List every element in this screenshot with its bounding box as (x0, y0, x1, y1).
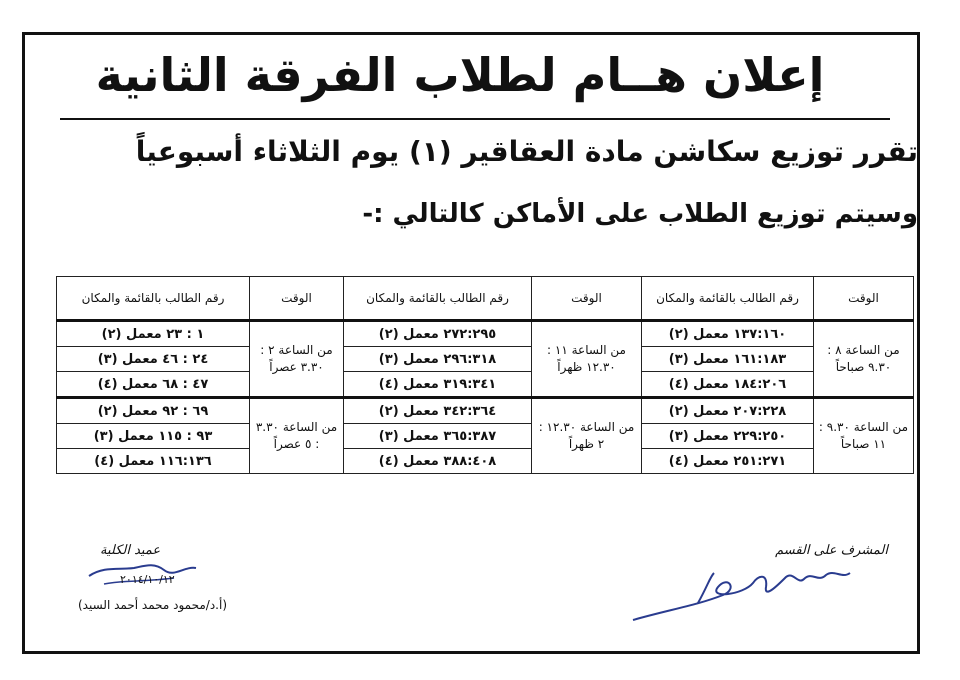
table-cell: ٣٦٥:٣٨٧ معمل (٣) (344, 424, 532, 449)
table-row (57, 449, 914, 474)
table-cell: ٤٧ : ٦٨ معمل (٤) (57, 372, 250, 398)
title-underline (60, 118, 890, 120)
header-students-3: رقم الطالب بالقائمة والمكان (57, 277, 250, 321)
header-time-3: الوقت (250, 277, 344, 321)
table-row (57, 347, 914, 372)
dean-name: (أ.د/محمود محمد أحمد السيد) (78, 598, 228, 612)
table-cell: ١٦١:١٨٣ معمل (٣) (642, 347, 814, 372)
schedule-table (56, 276, 914, 474)
table-cell: ٣٤٢:٣٦٤ معمل (٢) (344, 398, 532, 424)
header-students-1: رقم الطالب بالقائمة والمكان (642, 277, 814, 321)
time-cell: من الساعة ٣.٣٠ : ٥ عصراً (250, 398, 344, 474)
table-row (57, 372, 914, 398)
table-row (57, 398, 914, 424)
announcement-title: إعلان هــام لطلاب الفرقة الثانية (95, 48, 825, 102)
table-cell: ٣١٩:٣٤١ معمل (٤) (344, 372, 532, 398)
table-cell: ٢٩٦:٣١٨ معمل (٣) (344, 347, 532, 372)
table-cell: ٢٤ : ٤٦ معمل (٣) (57, 347, 250, 372)
table-cell: ٩٣ : ١١٥ معمل (٣) (57, 424, 250, 449)
table-cell: ٢٠٧:٢٢٨ معمل (٢) (642, 398, 814, 424)
time-cell: من الساعة ٩.٣٠ : ١١ صباحاً (814, 398, 914, 474)
table-header-row (57, 277, 914, 321)
table-cell: ٢٢٩:٢٥٠ معمل (٣) (642, 424, 814, 449)
table-row (57, 424, 914, 449)
table-cell: ١١٦:١٣٦ معمل (٤) (57, 449, 250, 474)
time-cell: من الساعة ٨ : ٩.٣٠ صباحاً (814, 321, 914, 398)
table-row (57, 321, 914, 347)
dean-title: عميد الكلية (100, 543, 161, 558)
table-cell: ١٣٧:١٦٠ معمل (٢) (642, 321, 814, 347)
header-students-2: رقم الطالب بالقائمة والمكان (344, 277, 532, 321)
header-time-1: الوقت (814, 277, 914, 321)
announcement-line-1: تقرر توزيع سكاشن مادة العقاقير (١) يوم الثلاثاء أسبوعياً (135, 135, 918, 168)
supervisor-title: المشرف على القسم (775, 543, 888, 558)
table-cell: ٣٨٨:٤٠٨ معمل (٤) (344, 449, 532, 474)
table-cell: ٦٩ : ٩٢ معمل (٢) (57, 398, 250, 424)
table-cell: ١٨٤:٢٠٦ معمل (٤) (642, 372, 814, 398)
table-cell: ٢٧٢:٢٩٥ معمل (٢) (344, 321, 532, 347)
time-cell: من الساعة ١١ : ١٢.٣٠ ظهراً (532, 321, 642, 398)
table-cell: ٢٥١:٢٧١ معمل (٤) (642, 449, 814, 474)
header-time-2: الوقت (532, 277, 642, 321)
table-cell: ١ : ٢٣ معمل (٢) (57, 321, 250, 347)
dean-date: ٢٠١٤/١٠/١٢ (120, 573, 175, 586)
time-cell: من الساعة ٢ : ٣.٣٠ عصراً (250, 321, 344, 398)
announcement-line-2: وسيتم توزيع الطلاب على الأماكن كالتالي :- (362, 199, 918, 229)
time-cell: من الساعة ١٢.٣٠ : ٢ ظهراً (532, 398, 642, 474)
supervisor-signature (628, 565, 858, 625)
